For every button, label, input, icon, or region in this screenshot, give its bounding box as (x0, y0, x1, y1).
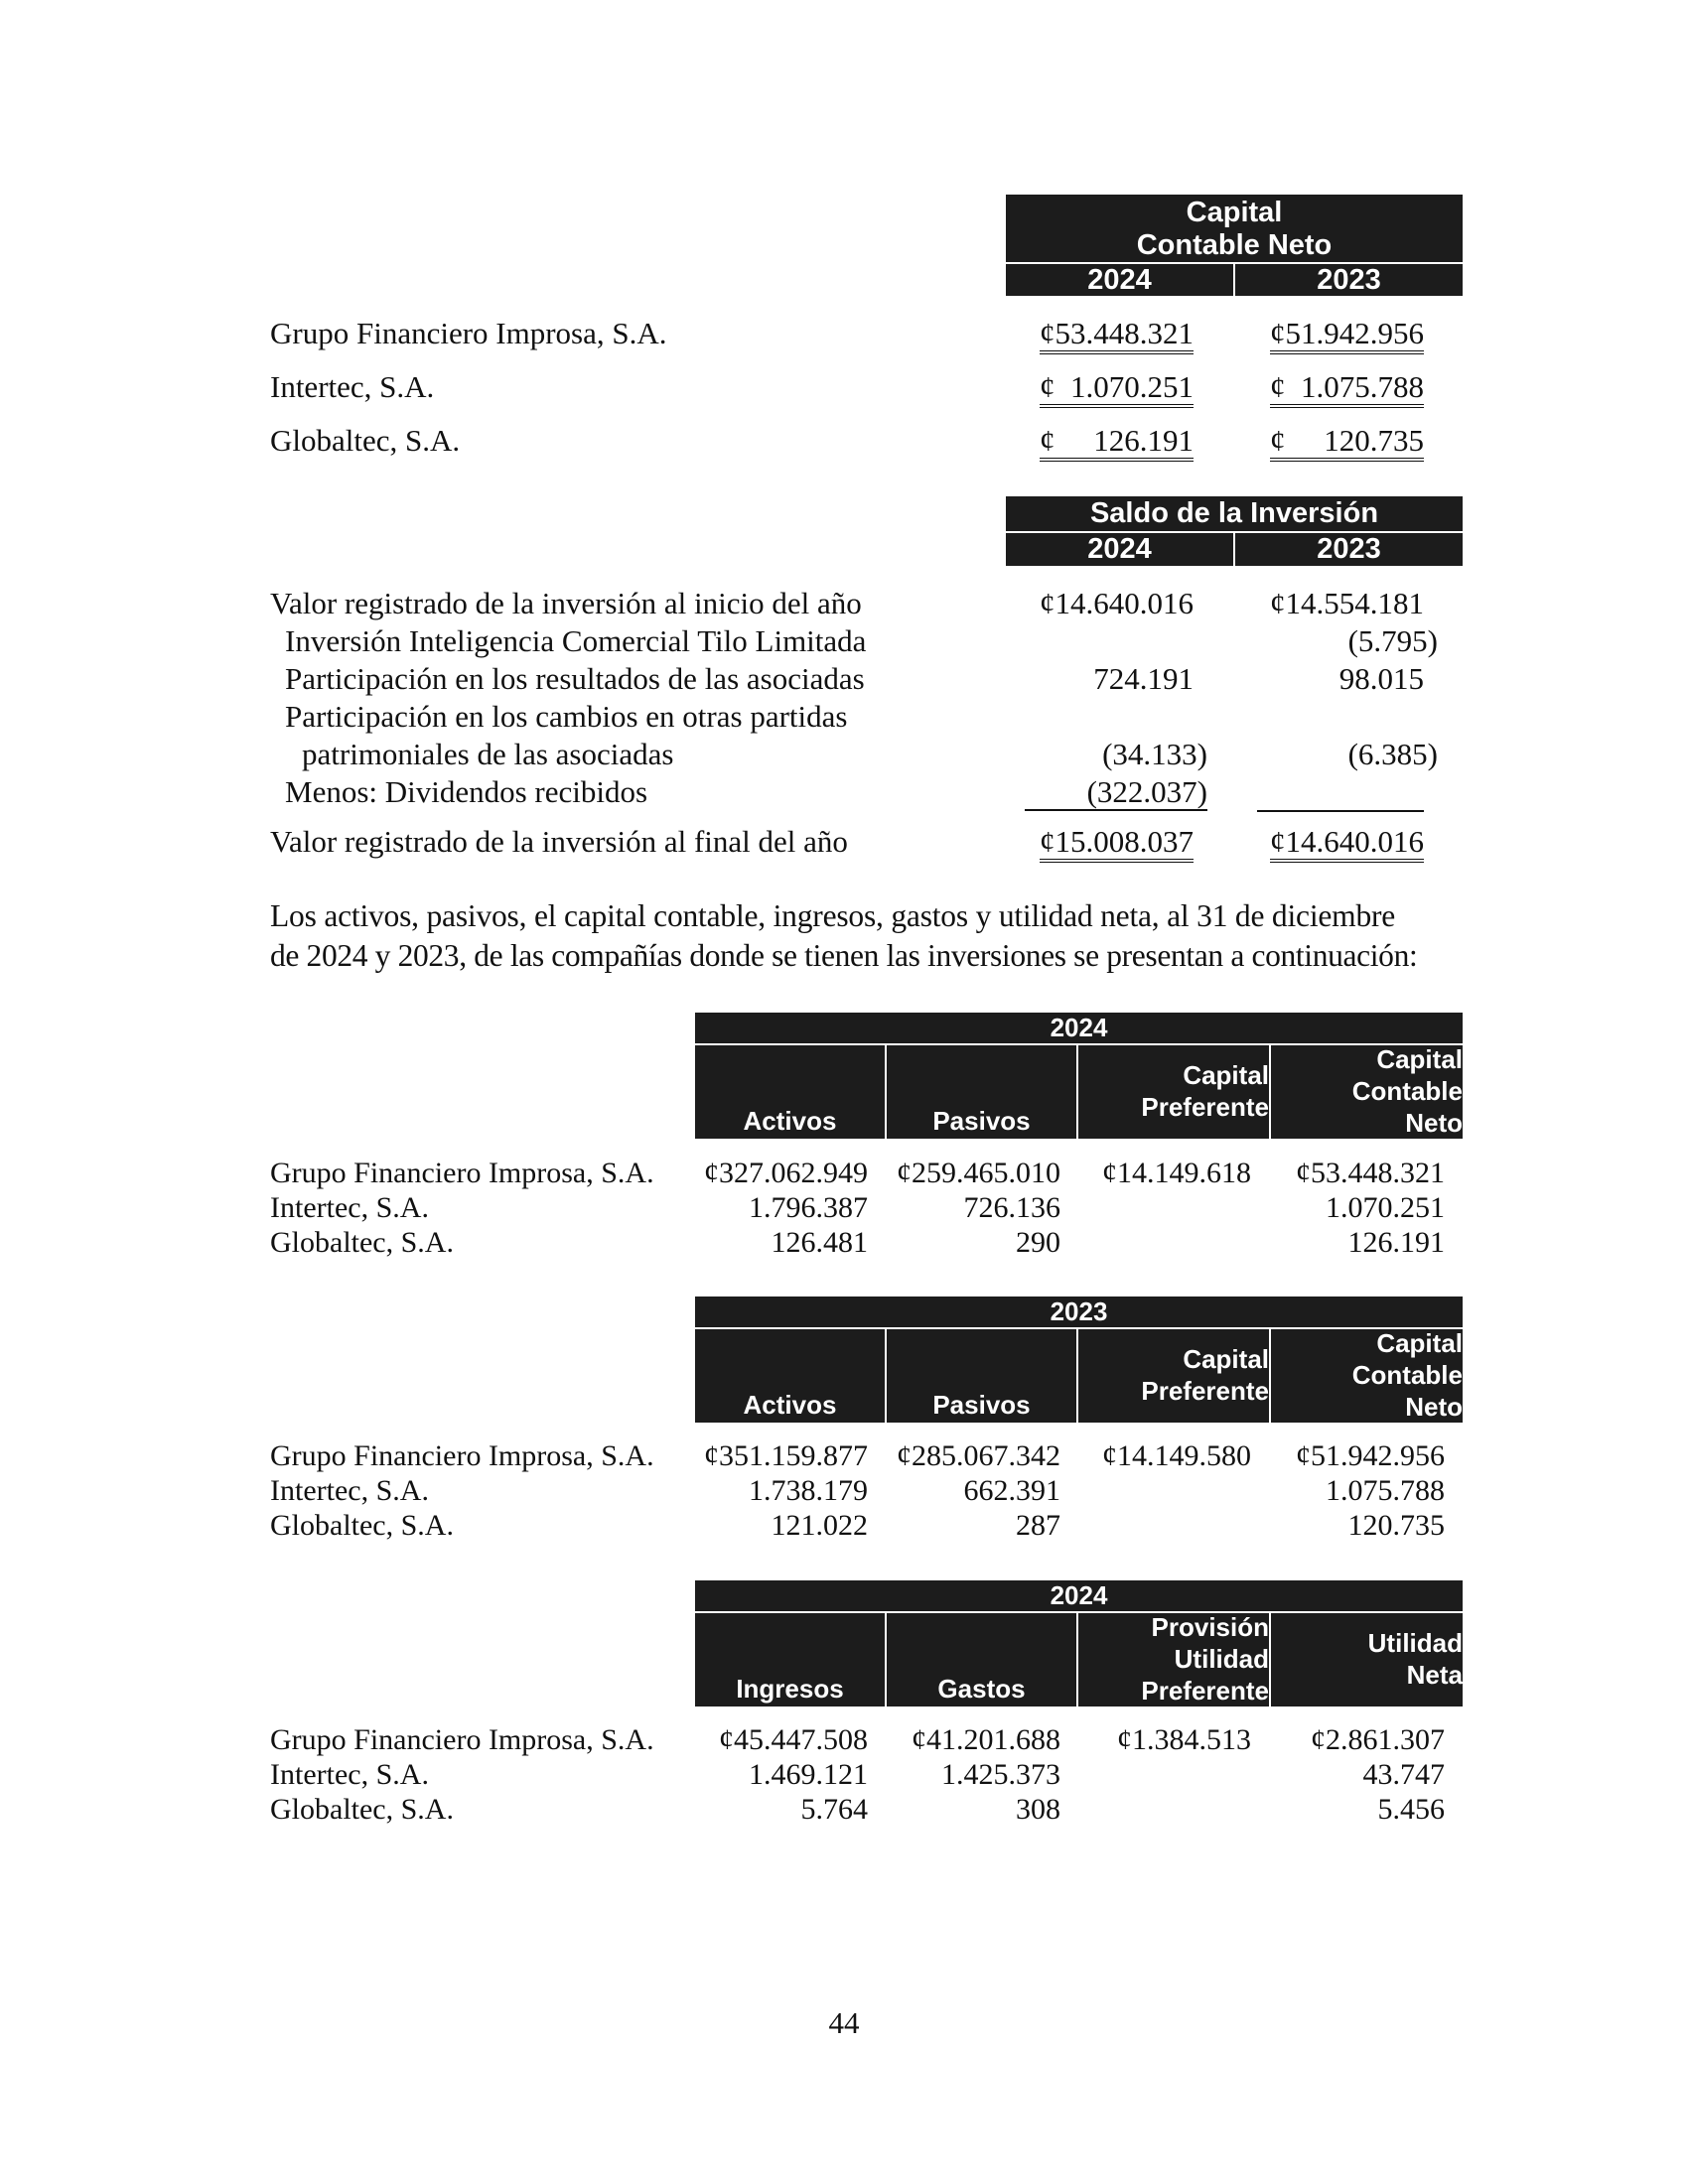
paragraph-line: Los activos, pasivos, el capital contable, ingresos, gastos y utilidad neta, al 31 de diciembre (270, 898, 1396, 933)
col-capital-contable-neto: Contable (1351, 1076, 1463, 1106)
company-label: Grupo Financiero Improsa, S.A. (270, 316, 667, 350)
year-2024-label: 2024 (1087, 533, 1152, 565)
saldo-2024-value: (322.037) (1025, 775, 1207, 811)
cell: 1.070.251 (1326, 1191, 1445, 1224)
saldo-2024-value: 724.191 (1093, 661, 1194, 696)
col-capital-preferente: Capital (1183, 1344, 1269, 1374)
col-capital-contable-neto: Neto (1405, 1392, 1463, 1422)
saldo-row-label: Menos: Dividendos recibidos (285, 774, 648, 809)
year-2023-label: 2023 (1317, 264, 1381, 296)
col-activos: Activos (743, 1390, 837, 1420)
year-2024-label: 2024 (1087, 264, 1152, 296)
income-2024-header (695, 1580, 1463, 1706)
col-capital-contable-neto: Neto (1405, 1108, 1463, 1138)
table-row-label: Intertec, S.A. (270, 1474, 429, 1507)
col-pasivos: Pasivos (932, 1390, 1031, 1420)
saldo-2023-value: (6.385) (1347, 737, 1438, 771)
cell: 5.764 (800, 1793, 868, 1826)
cell: ¢2.861.307 (1311, 1723, 1445, 1756)
cell: ¢51.942.956 (1296, 1439, 1445, 1472)
col-capital-preferente: Capital (1183, 1060, 1269, 1090)
col-utilidad-neta: Neta (1406, 1660, 1463, 1690)
col-utilidad-neta: Utilidad (1367, 1628, 1463, 1658)
capital-2023-value: ¢ 120.735 (1270, 424, 1424, 462)
balance-2024-header (695, 1013, 1463, 1139)
empty-underline (1257, 810, 1424, 812)
cell: 120.735 (1347, 1509, 1445, 1542)
cell: ¢41.201.688 (912, 1723, 1060, 1756)
col-provision-utilidad-preferente: Preferente (1141, 1676, 1269, 1706)
col-ingresos: Ingresos (736, 1674, 844, 1704)
saldo-inversion-title: Saldo de la Inversión (1089, 497, 1379, 529)
capital-contable-header (1006, 195, 1463, 296)
saldo-2023-value: 98.015 (1338, 661, 1424, 696)
table-row-label: Globaltec, S.A. (270, 1226, 454, 1259)
cell: 726.136 (963, 1191, 1060, 1224)
page-number: 44 (828, 2005, 860, 2040)
col-provision-utilidad-preferente: Utilidad (1174, 1644, 1269, 1674)
cell: 126.481 (771, 1226, 868, 1259)
col-activos: Activos (743, 1106, 837, 1136)
capital-contable-title-line1: Capital (1186, 197, 1283, 228)
cell: ¢14.149.618 (1102, 1157, 1251, 1189)
year-2023-label: 2023 (1317, 533, 1381, 565)
cell: 1.469.121 (749, 1758, 868, 1791)
saldo-row-label: Participación en los cambios en otras partidas (285, 699, 848, 734)
col-capital-contable-neto: Capital (1376, 1328, 1463, 1358)
cell: ¢285.067.342 (897, 1439, 1060, 1472)
cell: ¢45.447.508 (719, 1723, 868, 1756)
cell: 1.425.373 (941, 1758, 1060, 1791)
col-gastos: Gastos (937, 1674, 1026, 1704)
paragraph-line: de 2024 y 2023, de las compañías donde se tienen las inversiones se presentan a continuación: (270, 938, 1418, 973)
year-label: 2024 (1050, 1013, 1108, 1042)
table-row-label: Grupo Financiero Improsa, S.A. (270, 1723, 654, 1756)
col-capital-preferente: Preferente (1141, 1376, 1269, 1406)
col-capital-preferente: Preferente (1141, 1092, 1269, 1122)
col-capital-contable-neto: Capital (1376, 1044, 1463, 1074)
cell: 1.796.387 (749, 1191, 868, 1224)
saldo-2024-value: ¢14.640.016 (1040, 586, 1194, 620)
table-row-label: Globaltec, S.A. (270, 1793, 454, 1826)
cell: 1.738.179 (749, 1474, 868, 1507)
saldo-row-label: Valor registrado de la inversión al final del año (270, 824, 848, 859)
saldo-row-label: Participación en los resultados de las asociadas (285, 661, 865, 696)
company-label: Globaltec, S.A. (270, 423, 461, 458)
saldo-2023-value: ¢14.640.016 (1270, 825, 1424, 863)
company-label: Intertec, S.A. (270, 369, 435, 404)
table-row-label: Intertec, S.A. (270, 1758, 429, 1791)
year-label: 2023 (1050, 1297, 1108, 1326)
saldo-2024-value: (34.133) (1102, 737, 1207, 771)
cell: 1.075.788 (1326, 1474, 1445, 1507)
saldo-row-label: patrimoniales de las asociadas (302, 737, 674, 771)
cell: ¢259.465.010 (897, 1157, 1060, 1189)
cell: ¢14.149.580 (1102, 1439, 1251, 1472)
col-capital-contable-neto: Contable (1351, 1360, 1463, 1390)
saldo-2023-value: (5.795) (1347, 623, 1438, 658)
cell: 287 (1016, 1509, 1060, 1542)
table-row-label: Globaltec, S.A. (270, 1509, 454, 1542)
cell: 121.022 (771, 1509, 868, 1542)
cell: 290 (1016, 1226, 1060, 1259)
capital-2024-value: ¢ 1.070.251 (1040, 370, 1194, 408)
saldo-inversion-header (1006, 496, 1463, 566)
table-row-label: Grupo Financiero Improsa, S.A. (270, 1439, 654, 1472)
balance-2023-header (695, 1297, 1463, 1423)
capital-2023-value: ¢ 1.075.788 (1270, 370, 1424, 408)
cell: ¢351.159.877 (704, 1439, 868, 1472)
cell: 126.191 (1347, 1226, 1445, 1259)
cell: 662.391 (963, 1474, 1060, 1507)
cell: 5.456 (1377, 1793, 1445, 1826)
cell: ¢1.384.513 (1117, 1723, 1251, 1756)
cell: 43.747 (1362, 1758, 1445, 1791)
capital-2024-value: ¢ 126.191 (1040, 424, 1194, 462)
cell: ¢53.448.321 (1296, 1157, 1445, 1189)
capital-2024-value: ¢53.448.321 (1040, 317, 1194, 354)
saldo-row-label: Inversión Inteligencia Comercial Tilo Limitada (285, 623, 867, 658)
capital-2023-value: ¢51.942.956 (1270, 317, 1424, 354)
col-pasivos: Pasivos (932, 1106, 1031, 1136)
saldo-2023-value: ¢14.554.181 (1270, 586, 1424, 620)
table-row-label: Intertec, S.A. (270, 1191, 429, 1224)
cell: 308 (1016, 1793, 1060, 1826)
cell: ¢327.062.949 (704, 1157, 868, 1189)
col-provision-utilidad-preferente: Provisión (1151, 1612, 1269, 1642)
year-label: 2024 (1050, 1580, 1108, 1610)
table-row-label: Grupo Financiero Improsa, S.A. (270, 1157, 654, 1189)
saldo-row-label: Valor registrado de la inversión al inicio del año (270, 586, 862, 620)
capital-contable-title-line2: Contable Neto (1136, 229, 1333, 261)
saldo-2024-value: ¢15.008.037 (1040, 825, 1194, 863)
